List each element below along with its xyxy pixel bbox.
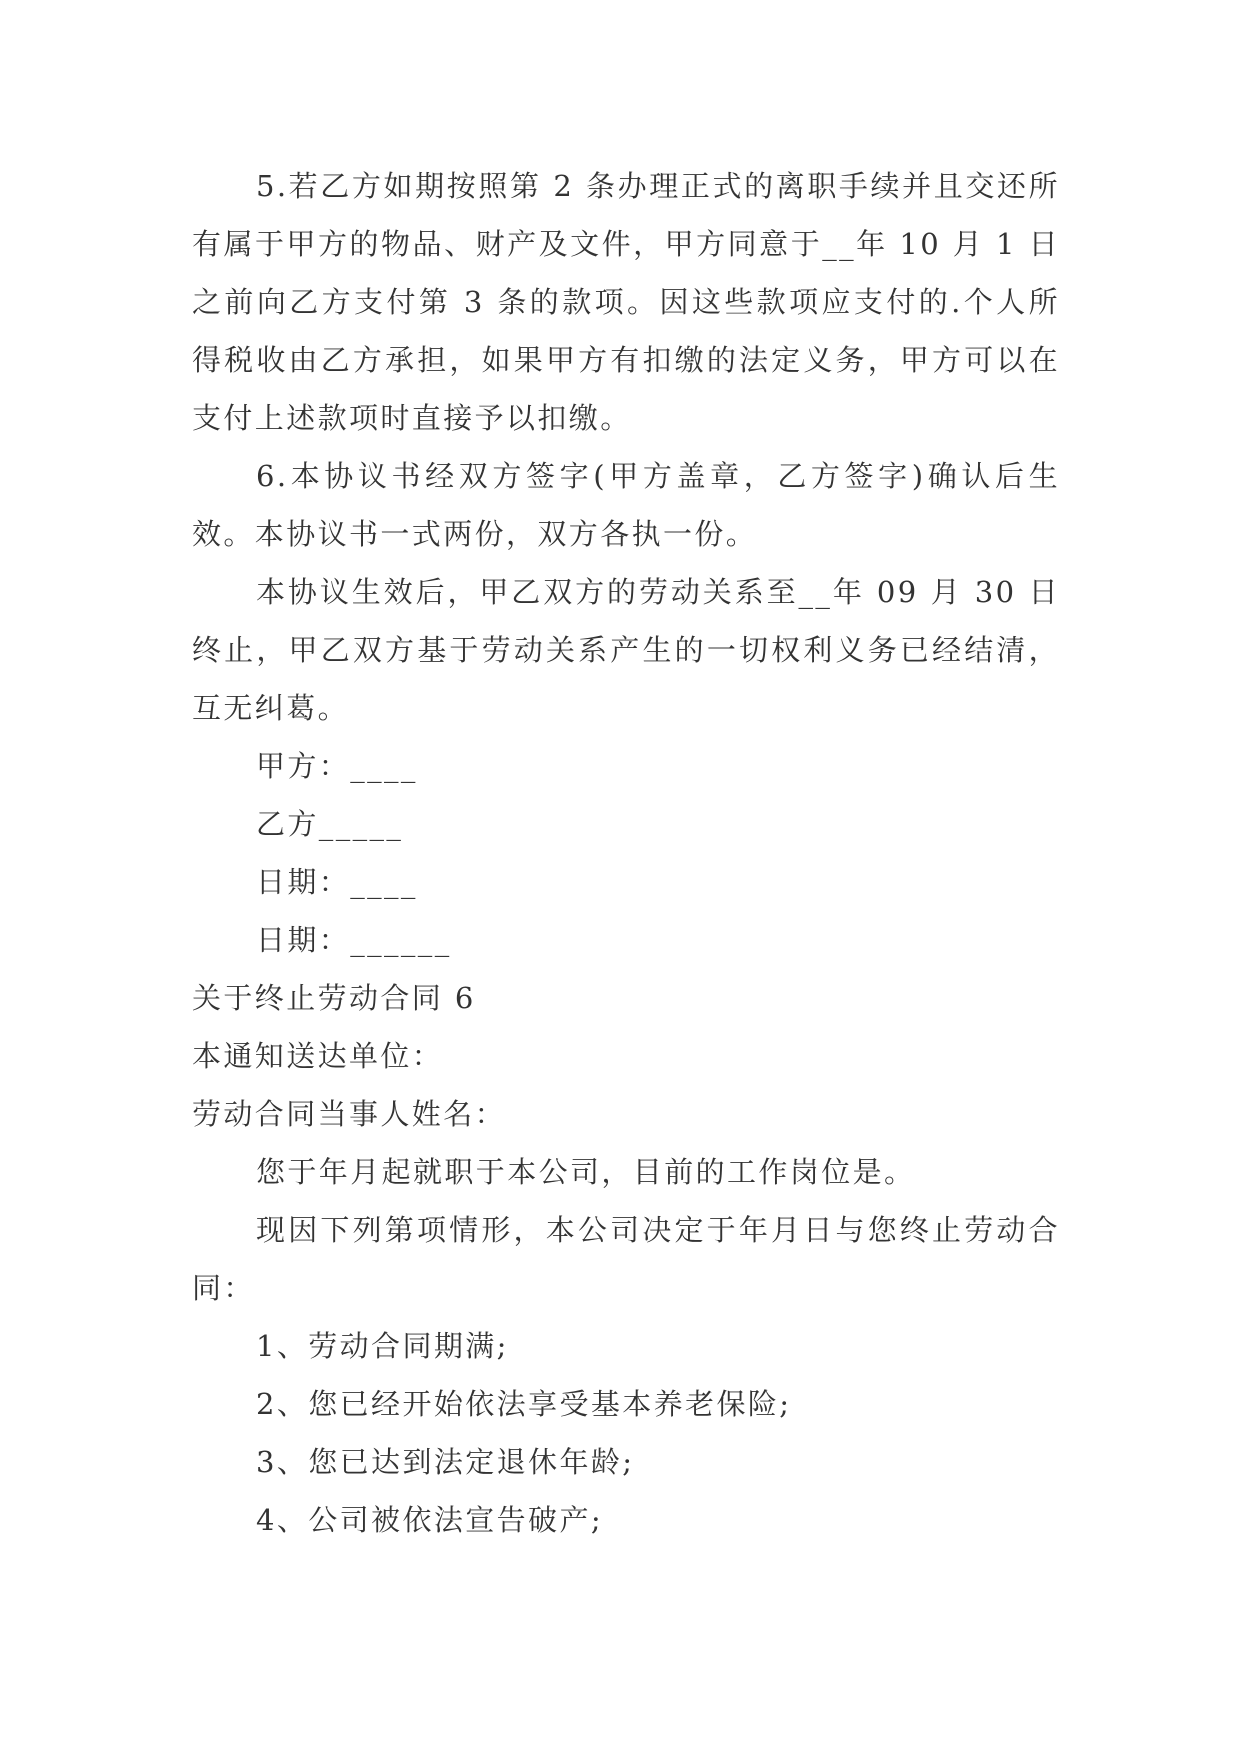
- list-item: 3、您已达到法定退休年龄;: [256, 1445, 635, 1479]
- recipient-unit-line: 本通知送达单位：: [192, 1039, 444, 1073]
- list-item: 2、您已经开始依法享受基本养老保险;: [256, 1387, 792, 1421]
- party-name-line: 劳动合同当事人姓名：: [192, 1097, 507, 1131]
- date-line-1: 日期：____: [256, 865, 418, 899]
- list-item: 1、劳动合同期满;: [256, 1329, 509, 1363]
- employment-info-paragraph: 您于年月起就职于本公司，目前的工作岗位是。: [256, 1155, 916, 1189]
- section-heading: 关于终止劳动合同 6: [192, 981, 476, 1015]
- termination-decision-paragraph: 现因下列第项情形，本公司决定于年月日与您终止劳动合同：: [192, 1213, 1060, 1305]
- document-body: [192, 157, 1060, 1549]
- party-a-signature-line: 甲方：____: [256, 749, 418, 783]
- list-item: 4、公司被依法宣告破产;: [256, 1503, 604, 1537]
- date-line-2: 日期：______: [256, 923, 452, 957]
- clause-6-paragraph: 6.本协议书经双方签字(甲方盖章，乙方签字)确认后生效。本协议书一式两份，双方各执一份。: [192, 459, 1060, 551]
- termination-effect-paragraph: 本协议生效后，甲乙双方的劳动关系至__年 09 月 30 日终止，甲乙双方基于劳动关系产生的一切权利义务已经结清，互无纠葛。: [192, 575, 1060, 725]
- party-b-signature-line: 乙方_____: [256, 807, 404, 841]
- clause-5-paragraph: 5.若乙方如期按照第 2 条办理正式的离职手续并且交还所有属于甲方的物品、财产及文件，甲方同意于__年 10 月 1 日之前向乙方支付第 3 条的款项。因这些款项应支付的.个人所得税收由乙方承担，如果甲方有扣缴的法定义务，甲方可以在支付上述款项时直接予以扣缴。: [192, 169, 1060, 435]
